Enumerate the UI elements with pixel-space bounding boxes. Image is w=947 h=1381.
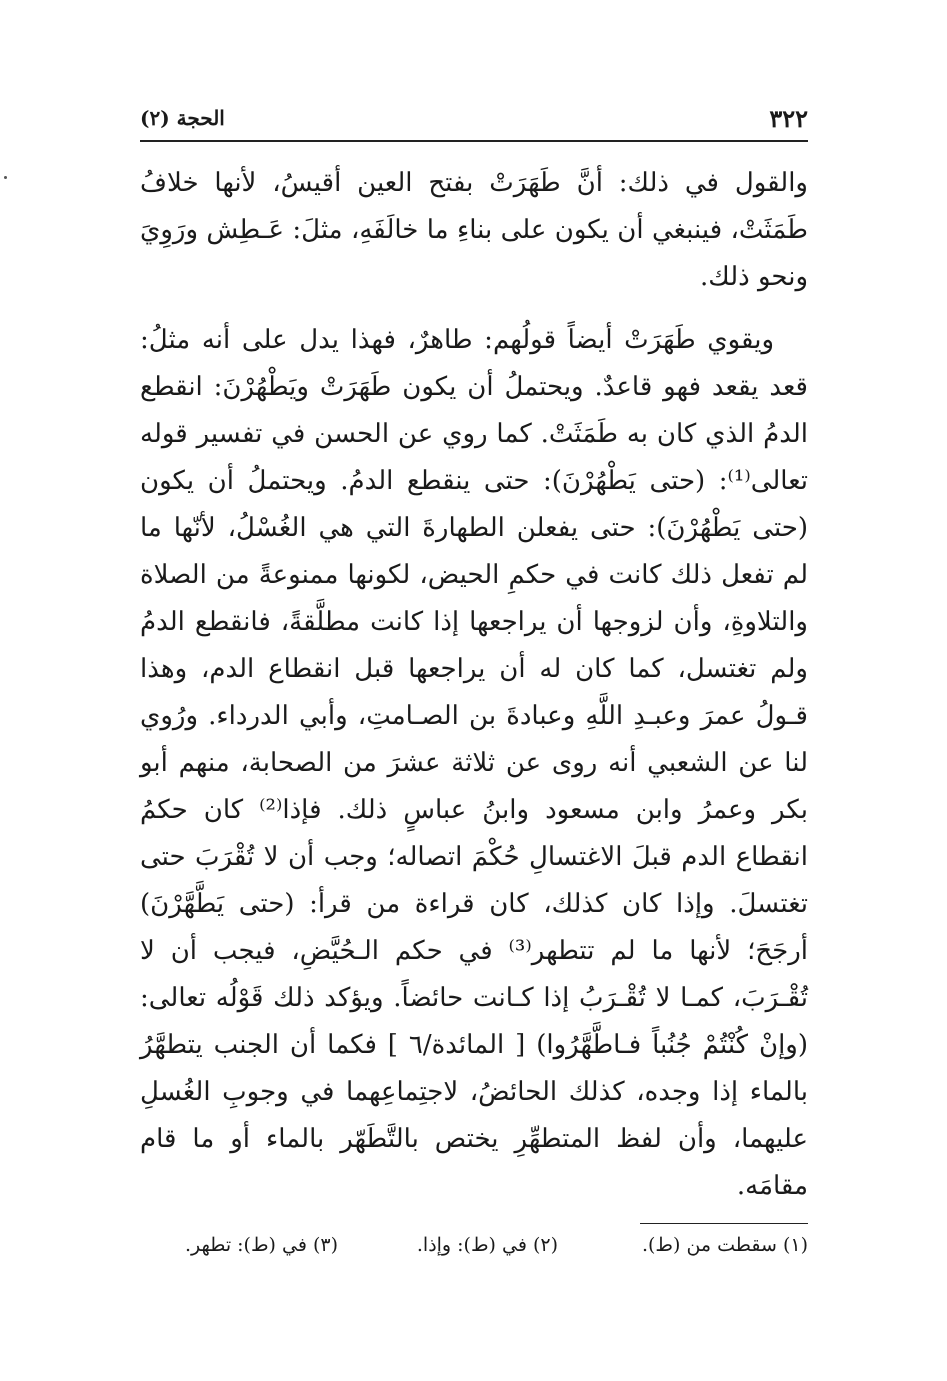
footnote-3: (٣) في (ط): تطهر. [184, 1234, 338, 1256]
main-text [140, 160, 808, 1210]
page-header [140, 100, 808, 140]
page-number: ٣٢٢ [769, 104, 808, 133]
header-divider [140, 140, 808, 142]
paragraph-2: ويقوي طَهَرَتْ أيضاً قولُهم: طاهرٌ، فهذا يدل على أنه مثلُ: قعد يقعد فهو قاعدٌ. ويحتملُ أن يكون طَهَرَتْ ويَطْهُرْنَ: انقطع الدمُ الذي كان به طَمَثَتْ. كما روي عن الحسن في تفسير قوله تعالى⁽¹⁾: (حتى يَطْهُرْنَ): حتى ينقطع الدمُ. ويحتملُ أن يكون (حتى يَطْهُرْنَ): حتى يفعلن الطهارةَ التي هي الغُسْلُ، لأنّها ما لم تفعل ذلك كانت في حكمِ الحيض، لكونها ممنوعةً من الصلاة والتلاوةِ، وأن لزوجها أن يراجعها إذا كانت مطلَّقةً، فانقطع الدمُ ولم تغتسل، كما كان له أن يراجعها قبل انقطاع الدم، وهذا قـولُ عمرَ وعبـدِ اللَّهِ وعبادةَ بن الصـامتِ، وأبي الدرداء. ورُوي لنا عن الشعبي أنه روى عن ثلاثة عشرَ من الصحابة، منهم أبو بكر وعمرُ وابن مسعود وابنُ عباسٍ ذلك. فإذا⁽²⁾ كان حكمُ انقطاع الدم قبلَ الاغتسالِ حُكْمَ اتصاله؛ وجب أن لا تُقْرَبَ حتى تغتسلَ. وإذا كان كذلك، كان قراءة من قرأ: (حتى يَطَّهَّرْنَ) أرجَحَ؛ لأنها ما لم تتطهر⁽³⁾ في حكم الـحُيَّضِ، فيجب أن لا تُقْـرَبَ، كمـا لا تُقْـرَبُ إذا كـانت حائضاً. ويؤكد ذلك قَوْلُه تعالى: (وإنْ كُنْتُمْ جُنُباً فـاطَّهَّرُوا) [ المائدة/٦ ] فكما أن الجنب يتطهَّرُ بالماء إذا وجده، كذلك الحائضُ، لاجتِماعِهما في وجوبِ الغُسلِ عليهما، وأن لفظ المتطهِّرِ يختص بالتَّطَهّر بالماء أو ما قام مقامَه. [140, 325, 808, 1201]
footnote-divider [640, 1223, 808, 1224]
footnote-2: (٢) في (ط): وإذا. [416, 1234, 558, 1256]
running-title: الحجة (٢) [140, 106, 225, 130]
footnotes [140, 1234, 808, 1266]
paragraph-1: والقول في ذلك: أنَّ طَهَرَتْ بفتح العين أقيسُ، لأنها خلافُ طَمَثَتْ، فينبغي أن يكون على بناءِ ما خالَفَهِ، مثلَ: عَـطِش ورَوِيَ ونحو ذلك. [140, 168, 808, 292]
footnote-1: (١) سقطت من (ط). [641, 1234, 808, 1256]
scan-speck [4, 176, 7, 179]
